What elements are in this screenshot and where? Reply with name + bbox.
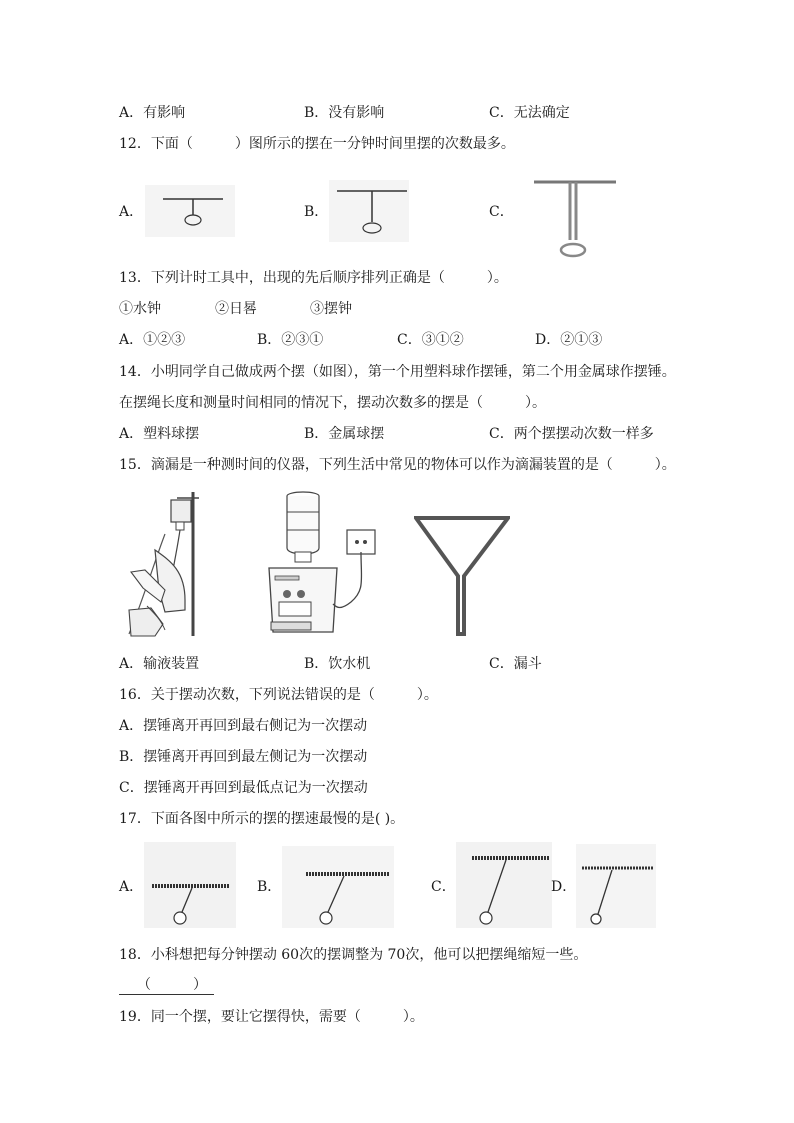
q11-option-c: C．无法确定 xyxy=(489,105,570,121)
q15-option-b: B．饮水机 xyxy=(304,656,371,672)
q16-question: 16．关于摆动次数，下列说法错误的是（ ）。 xyxy=(119,687,438,703)
q11-option-b: B．没有影响 xyxy=(304,105,385,121)
q12-question: 12．下面（ ）图所示的摆在一分钟时间里摆的次数最多。 xyxy=(119,136,515,152)
q13-option-a: A．①②③ xyxy=(119,332,186,348)
q17-label-d: D． xyxy=(551,879,577,895)
q14-option-b: B．金属球摆 xyxy=(304,426,385,442)
q19-question: 19．同一个摆，要让它摆得快，需要（ ）。 xyxy=(119,1009,424,1025)
q17-pendulum-a-figure xyxy=(144,842,236,928)
q12-label-c: C． xyxy=(489,204,514,220)
q14-option-c: C．两个摆摆动次数一样多 xyxy=(489,426,654,442)
q11-option-a: A．有影响 xyxy=(119,105,186,121)
q12-label-a: A． xyxy=(119,204,144,220)
q13-option-d: D．②①③ xyxy=(535,332,603,348)
q13-item-3: ③摆钟 xyxy=(310,301,352,317)
q17-label-a: A． xyxy=(119,879,144,895)
q14-question: 14．小明同学自己做成两个摆（如图），第一个用塑料球作摆锤，第二个用金属球作摆锤。 xyxy=(119,364,676,380)
q13-option-b: B．②③① xyxy=(257,332,324,348)
q13-item-2: ②日晷 xyxy=(215,301,257,317)
q16-option-b: B．摆锤离开再回到最左侧记为一次摆动 xyxy=(119,749,368,765)
q17-pendulum-c-figure xyxy=(456,842,552,928)
q16-option-a: A．摆锤离开再回到最右侧记为一次摆动 xyxy=(119,718,368,734)
q17-label-b: B． xyxy=(257,879,282,895)
q18-answer-blank[interactable]: （ ） xyxy=(119,976,214,995)
q12-pendulum-b-figure xyxy=(329,180,409,242)
q17-pendulum-b-figure xyxy=(282,846,394,928)
q14-question-line2: 在摆绳长度和测量时间相同的情况下，摆动次数多的摆是（ ）。 xyxy=(119,395,546,411)
q16-option-c: C．摆锤离开再回到最低点记为一次摆动 xyxy=(119,780,368,796)
q13-item-1: ①水钟 xyxy=(119,301,161,317)
q15-water-dispenser-figure xyxy=(265,490,385,640)
q17-label-c: C． xyxy=(431,879,456,895)
q15-funnel-figure xyxy=(414,512,510,640)
q15-question: 15．滴漏是一种测时间的仪器，下列生活中常见的物体可以作为滴漏装置的是（ ）。 xyxy=(119,457,676,473)
q15-option-c: C．漏斗 xyxy=(489,656,542,672)
q12-label-b: B． xyxy=(304,204,329,220)
q17-pendulum-d-figure xyxy=(576,844,656,928)
q15-option-a: A．输液装置 xyxy=(119,656,200,672)
q12-pendulum-a-figure xyxy=(145,185,235,237)
q13-question: 13．下列计时工具中，出现的先后顺序排列正确是（ ）。 xyxy=(119,270,508,286)
q15-iv-drip-figure xyxy=(125,490,205,640)
q14-option-a: A．塑料球摆 xyxy=(119,426,200,442)
q18-question: 18．小科想把每分钟摆动 60次的摆调整为 70次，他可以把摆绳缩短一些。 xyxy=(119,947,588,963)
q12-pendulum-c-figure xyxy=(530,176,620,262)
q13-option-c: C．③①② xyxy=(397,332,464,348)
q17-question: 17．下面各图中所示的摆的摆速最慢的是( )。 xyxy=(119,811,405,827)
